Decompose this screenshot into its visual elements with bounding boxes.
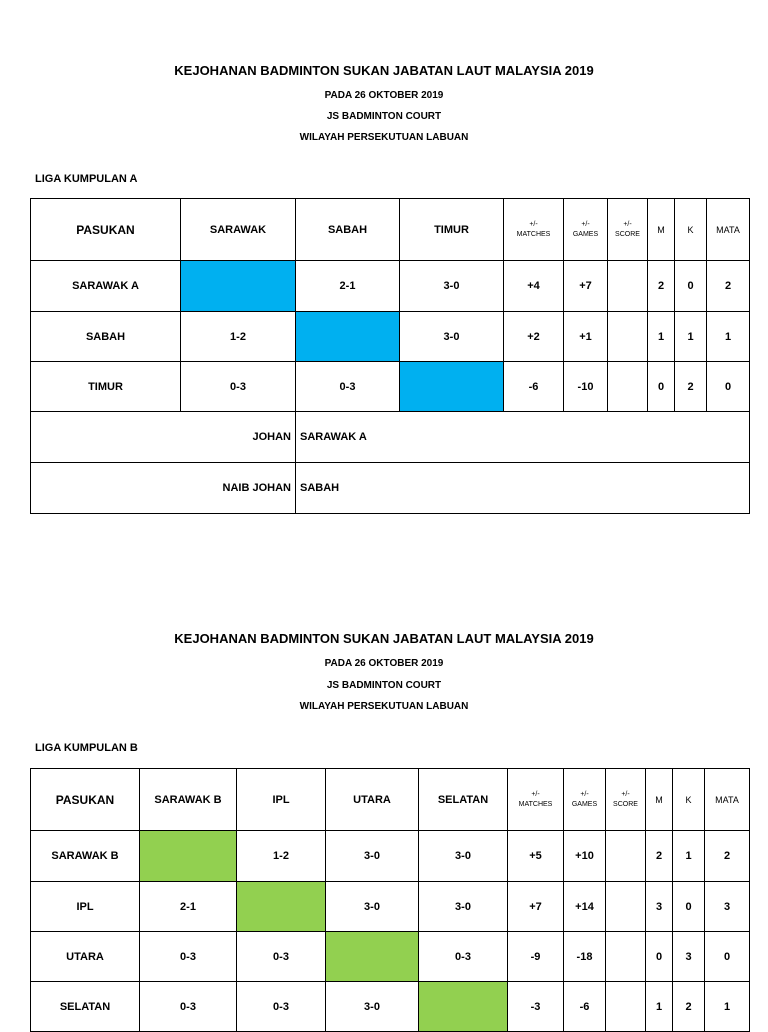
games-cell: +10 — [564, 831, 606, 882]
table-b — [30, 768, 750, 1032]
header-score: +/- SCORE — [606, 769, 646, 831]
section-b-location: WILAYAH PERSEKUTUAN LABUAN — [299, 701, 469, 712]
k-cell: 1 — [673, 831, 705, 882]
header-score: +/- SCORE — [608, 199, 648, 261]
johan-label: JOHAN — [31, 412, 296, 463]
games-cell: +7 — [564, 261, 608, 312]
table-b-header-row — [31, 769, 750, 831]
score-cell — [606, 831, 646, 882]
header-opponent: IPL — [237, 769, 326, 831]
m-cell: 2 — [648, 261, 675, 312]
k-cell: 3 — [673, 932, 705, 982]
result-cell: 3-0 — [419, 831, 508, 882]
result-cell: 3-0 — [400, 261, 504, 312]
m-cell: 2 — [646, 831, 673, 882]
section-a-league-label: LIGA KUMPULAN A — [35, 173, 138, 185]
matches-cell: +5 — [508, 831, 564, 882]
matches-cell: +2 — [504, 312, 564, 362]
self-match-cell — [296, 312, 400, 362]
mata-cell: 3 — [705, 882, 750, 932]
section-a-venue: JS BADMINTON COURT — [326, 111, 442, 122]
header-k: K — [673, 769, 705, 831]
header-matches: +/- MATCHES — [504, 199, 564, 261]
k-cell: 0 — [675, 261, 707, 312]
games-cell: -6 — [564, 982, 606, 1032]
header-games: +/- GAMES — [564, 769, 606, 831]
header-opponent: SELATAN — [419, 769, 508, 831]
table-row — [31, 882, 750, 932]
result-cell: 3-0 — [326, 882, 419, 932]
self-match-cell — [326, 932, 419, 982]
johan-row — [31, 412, 750, 463]
header-team: PASUKAN — [31, 769, 140, 831]
table-a — [30, 198, 750, 514]
section-b-league-label: LIGA KUMPULAN B — [35, 742, 138, 754]
table-row — [31, 312, 750, 362]
table-row — [31, 831, 750, 882]
mata-cell: 0 — [705, 932, 750, 982]
self-match-cell — [237, 882, 326, 932]
result-cell: 0-3 — [296, 362, 400, 412]
team-name: SABAH — [31, 312, 181, 362]
table-row — [31, 261, 750, 312]
matches-cell: -9 — [508, 932, 564, 982]
header-mata: MATA — [707, 199, 750, 261]
header-mata: MATA — [705, 769, 750, 831]
matches-cell: -6 — [504, 362, 564, 412]
team-name: UTARA — [31, 932, 140, 982]
header-team: PASUKAN — [31, 199, 181, 261]
team-name: SARAWAK A — [31, 261, 181, 312]
matches-cell: -3 — [508, 982, 564, 1032]
table-row — [31, 982, 750, 1032]
header-m: M — [648, 199, 675, 261]
table-a-header-row — [31, 199, 750, 261]
result-cell: 0-3 — [140, 982, 237, 1032]
games-cell: +1 — [564, 312, 608, 362]
result-cell: 3-0 — [326, 831, 419, 882]
score-cell — [606, 982, 646, 1032]
m-cell: 0 — [648, 362, 675, 412]
score-cell — [608, 312, 648, 362]
k-cell: 2 — [673, 982, 705, 1032]
result-cell: 2-1 — [140, 882, 237, 932]
team-name: SELATAN — [31, 982, 140, 1032]
section-b-date: PADA 26 OKTOBER 2019 — [324, 658, 444, 669]
k-cell: 0 — [673, 882, 705, 932]
mata-cell: 0 — [707, 362, 750, 412]
matches-cell: +7 — [508, 882, 564, 932]
header-opponent: UTARA — [326, 769, 419, 831]
section-b-title: KEJOHANAN BADMINTON SUKAN JABATAN LAUT MALAYSIA 2019 — [174, 631, 594, 646]
self-match-cell — [400, 362, 504, 412]
naib-johan-row — [31, 463, 750, 514]
result-cell: 0-3 — [140, 932, 237, 982]
naib-johan-value: SABAH — [296, 463, 750, 514]
matches-cell: +4 — [504, 261, 564, 312]
header-opponent: SABAH — [296, 199, 400, 261]
result-cell: 0-3 — [181, 362, 296, 412]
header-opponent: SARAWAK B — [140, 769, 237, 831]
m-cell: 3 — [646, 882, 673, 932]
section-a-location: WILAYAH PERSEKUTUAN LABUAN — [299, 132, 469, 143]
header-opponent: SARAWAK — [181, 199, 296, 261]
games-cell: -18 — [564, 932, 606, 982]
self-match-cell — [181, 261, 296, 312]
mata-cell: 2 — [707, 261, 750, 312]
score-cell — [606, 932, 646, 982]
result-cell: 0-3 — [419, 932, 508, 982]
self-match-cell — [419, 982, 508, 1032]
result-cell: 3-0 — [400, 312, 504, 362]
m-cell: 1 — [648, 312, 675, 362]
result-cell: 3-0 — [326, 982, 419, 1032]
k-cell: 1 — [675, 312, 707, 362]
section-b-venue: JS BADMINTON COURT — [326, 680, 442, 691]
team-name: TIMUR — [31, 362, 181, 412]
johan-value: SARAWAK A — [296, 412, 750, 463]
team-name: IPL — [31, 882, 140, 932]
mata-cell: 2 — [705, 831, 750, 882]
score-cell — [606, 882, 646, 932]
header-matches: +/- MATCHES — [508, 769, 564, 831]
result-cell: 1-2 — [181, 312, 296, 362]
games-cell: +14 — [564, 882, 606, 932]
header-k: K — [675, 199, 707, 261]
team-name: SARAWAK B — [31, 831, 140, 882]
m-cell: 0 — [646, 932, 673, 982]
result-cell: 3-0 — [419, 882, 508, 932]
section-a-title: KEJOHANAN BADMINTON SUKAN JABATAN LAUT MALAYSIA 2019 — [174, 63, 594, 78]
games-cell: -10 — [564, 362, 608, 412]
table-row — [31, 362, 750, 412]
header-m: M — [646, 769, 673, 831]
header-opponent: TIMUR — [400, 199, 504, 261]
score-cell — [608, 362, 648, 412]
score-cell — [608, 261, 648, 312]
self-match-cell — [140, 831, 237, 882]
result-cell: 0-3 — [237, 932, 326, 982]
header-games: +/- GAMES — [564, 199, 608, 261]
m-cell: 1 — [646, 982, 673, 1032]
mata-cell: 1 — [707, 312, 750, 362]
k-cell: 2 — [675, 362, 707, 412]
result-cell: 1-2 — [237, 831, 326, 882]
result-cell: 2-1 — [296, 261, 400, 312]
result-cell: 0-3 — [237, 982, 326, 1032]
mata-cell: 1 — [705, 982, 750, 1032]
section-a-date: PADA 26 OKTOBER 2019 — [324, 90, 444, 101]
naib-johan-label: NAIB JOHAN — [31, 463, 296, 514]
table-row — [31, 932, 750, 982]
